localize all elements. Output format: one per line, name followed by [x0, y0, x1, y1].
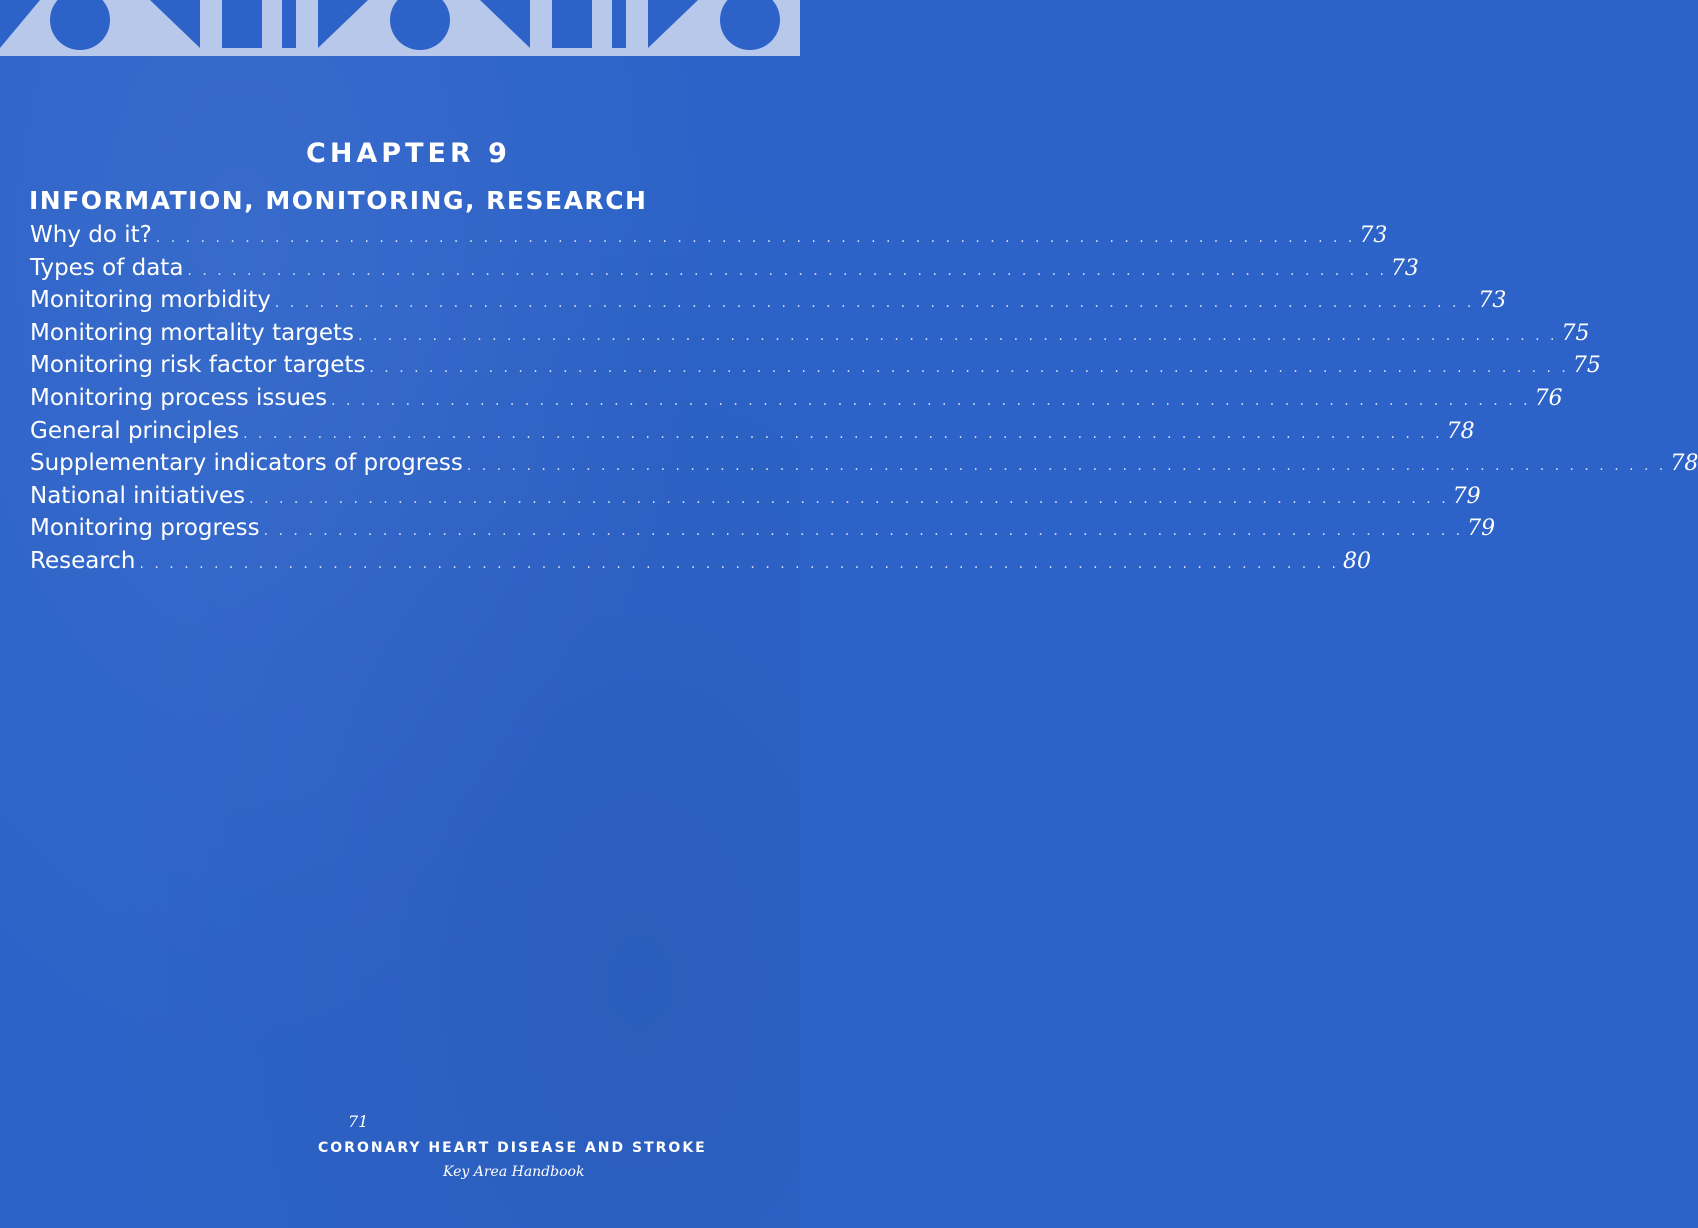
footer-title: CORONARY HEART DISEASE AND STROKE	[318, 1140, 707, 1156]
toc-entry-page: 79	[1467, 516, 1496, 542]
toc-leader-dots: . . . . . . . . . . . . . . . . . . . . . . . . . . . . . . . . . . . . . . . . . . . . . . . . . . . . . . . . . . . . . . . . . . . . . . . . . . . . . . . . .	[369, 360, 1569, 377]
toc-entry-label: Monitoring risk factor targets	[30, 352, 366, 379]
toc-leader-dots: . . . . . . . . . . . . . . . . . . . . . . . . . . . . . . . . . . . . . . . . . . . . . . . . . . . . . . . . . . . . . . . . . . . . . . . . . . . . . . . . .	[139, 555, 1339, 572]
toc-leader-dots: . . . . . . . . . . . . . . . . . . . . . . . . . . . . . . . . . . . . . . . . . . . . . . . . . . . . . . . . . . . . . . . . . . . . . . . . . . . . . . . . .	[243, 425, 1443, 442]
toc-entry-page: 76	[1534, 385, 1563, 411]
toc-entry-page: 75	[1572, 353, 1601, 379]
toc-entry-label: General principles	[30, 417, 240, 444]
toc-entry-page: 73	[1359, 223, 1388, 248]
toc-leader-dots: . . . . . . . . . . . . . . . . . . . . . . . . . . . . . . . . . . . . . . . . . . . . . . . . . . . . . . . . . . . . . . . . . . . . . . . . . . . . . . . . .	[331, 392, 1531, 409]
page-background	[0, 0, 800, 1228]
toc-entry[interactable]	[30, 287, 1507, 320]
section-title: INFORMATION, MONITORING, RESEARCH	[29, 186, 648, 215]
toc-entry-page: 78	[1446, 418, 1475, 444]
toc-entry-label: Monitoring morbidity	[30, 287, 271, 314]
page-number: 71	[348, 1112, 369, 1131]
toc-entry[interactable]	[30, 547, 1371, 581]
toc-entry-label: Monitoring mortality targets	[30, 319, 354, 346]
toc-entry-page: 75	[1561, 320, 1590, 346]
footer-subtitle: Key Area Handbook	[443, 1164, 585, 1180]
toc-entry[interactable]	[30, 222, 1388, 255]
toc-entry-label: Monitoring progress	[30, 515, 260, 542]
toc-entry[interactable]	[30, 254, 1419, 288]
toc-leader-dots: . . . . . . . . . . . . . . . . . . . . . . . . . . . . . . . . . . . . . . . . . . . . . . . . . . . . . . . . . . . . . . . . . . . . . . . . . . . . . . . . .	[249, 490, 1449, 507]
toc-leader-dots: . . . . . . . . . . . . . . . . . . . . . . . . . . . . . . . . . . . . . . . . . . . . . . . . . . . . . . . . . . . . . . . . . . . . . . . . . . . . . . . . .	[466, 458, 1667, 475]
toc-entry[interactable]	[30, 352, 1601, 385]
toc-leader-dots: . . . . . . . . . . . . . . . . . . . . . . . . . . . . . . . . . . . . . . . . . . . . . . . . . . . . . . . . . . . . . . . . . . . . . . . . . . . . . . . . .	[263, 523, 1464, 540]
chapter-label: CHAPTER 9	[306, 138, 511, 169]
toc-entry-label: Types of data	[30, 254, 184, 281]
toc-entry[interactable]	[30, 319, 1590, 353]
toc-leader-dots: . . . . . . . . . . . . . . . . . . . . . . . . . . . . . . . . . . . . . . . . . . . . . . . . . . . . . . . . . . . . . . . . . . . . . . . . . . . . . . . . .	[155, 230, 1356, 246]
toc-entry-page: 79	[1452, 483, 1481, 509]
toc-leader-dots: . . . . . . . . . . . . . . . . . . . . . . . . . . . . . . . . . . . . . . . . . . . . . . . . . . . . . . . . . . . . . . . . . . . . . . . . . . . . . . . . .	[187, 262, 1387, 279]
toc-entry[interactable]	[30, 515, 1496, 548]
toc-entry[interactable]	[30, 450, 1698, 483]
toc-entry-label: Research	[30, 547, 136, 574]
table-of-contents	[30, 222, 1698, 581]
toc-entry[interactable]	[30, 384, 1563, 418]
toc-leader-dots: . . . . . . . . . . . . . . . . . . . . . . . . . . . . . . . . . . . . . . . . . . . . . . . . . . . . . . . . . . . . . . . . . . . . . . . . . . . . . . . . .	[274, 295, 1475, 312]
toc-entry-page: 73	[1390, 255, 1419, 281]
toc-entry-label: Monitoring process issues	[30, 384, 328, 411]
toc-entry-page: 80	[1342, 548, 1371, 574]
toc-entry-page: 78	[1670, 451, 1698, 477]
toc-entry-label: National initiatives	[30, 482, 246, 509]
toc-leader-dots: . . . . . . . . . . . . . . . . . . . . . . . . . . . . . . . . . . . . . . . . . . . . . . . . . . . . . . . . . . . . . . . . . . . . . . . . . . . . . . . . .	[358, 327, 1558, 344]
toc-entry-page: 73	[1478, 288, 1507, 314]
toc-entry[interactable]	[30, 482, 1481, 516]
decorative-top-band	[0, 0, 800, 56]
toc-entry-label: Supplementary indicators of progress	[30, 450, 463, 477]
toc-entry[interactable]	[30, 417, 1475, 451]
toc-entry-label: Why do it?	[30, 222, 152, 248]
